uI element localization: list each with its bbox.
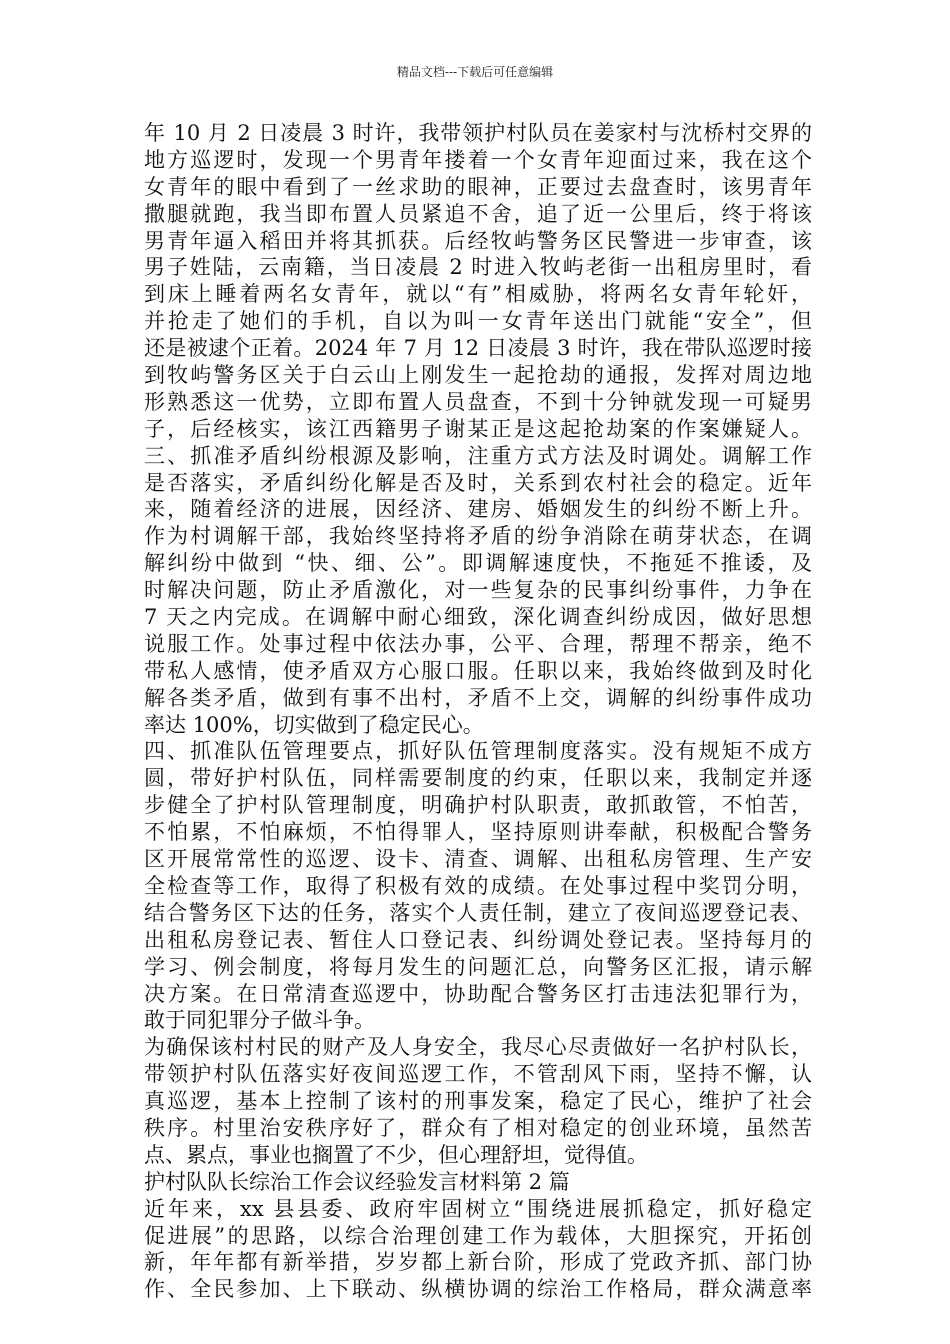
text-line: 秩序。村里治安秩序好了，群众有了相对稳定的创业环境，虽然苦 [144,1115,812,1140]
text-line: 是否落实，矛盾纠纷化解是否及时，关系到农村社会的稳定。近年 [144,470,812,495]
text-line: 区开展常常性的巡逻、设卡、清查、调解、出租私房管理、生产安 [144,847,812,872]
text-line: 结合警务区下达的任务，落实个人责任制，建立了夜间巡逻登记表、 [144,900,812,925]
document-body [144,120,812,1303]
text-line: 近年来，xx 县县委、政府牢固树立“围绕进展抓稳定，抓好稳定 [144,1196,812,1221]
text-line: 点、累点，事业也搁置了不少，但心理舒坦，觉得值。 [144,1142,648,1167]
text-line: 全检查等工作，取得了积极有效的成绩。在处事过程中奖罚分明， [144,873,812,898]
text-line: 7 天之内完成。在调解中耐心细致，深化调查纠纷成因，做好思想 [144,605,812,630]
text-line: 还是被逮个正着。2024 年 7 月 12 日凌晨 3 时许，我在带队巡逻时接 [144,336,812,361]
text-line: 圆，带好护村队伍，同样需要制度的约束，任职以来，我制定并逐 [144,766,812,791]
text-line: 到牧屿警务区关于白云山上刚发生一起抢劫的通报，发挥对周边地 [144,363,812,388]
text-line: 为确保该村村民的财产及人身安全，我尽心尽责做好一名护村队长， [144,1035,812,1060]
text-line: 女青年的眼中看到了一丝求助的眼神，正要过去盘查时，该男青年 [144,174,812,199]
text-line: 子，后经核实，该江西籍男子谢某正是这起抢劫案的作案嫌疑人。 [144,416,812,441]
text-line: 决方案。在日常清查巡逻中，协助配合警务区打击违法犯罪行为， [144,981,812,1006]
text-line: 地方巡逻时，发现一个男青年搂着一个女青年迎面过来，我在这个 [144,147,812,172]
text-line: 出租私房登记表、暂住人口登记表、纠纷调处登记表。坚持每月的 [144,927,812,952]
text-line: 步健全了护村队管理制度，明确护村队职责，敢抓敢管，不怕苦， [144,793,812,818]
text-line: 来，随着经济的进展，因经济、建房、婚姻发生的纠纷不断上升。 [144,497,812,522]
text-line: 形熟悉这一优势，立即布置人员盘查，不到十分钟就发现一可疑男 [144,389,812,414]
text-line: 带领护村队伍落实好夜间巡逻工作，不管刮风下雨，坚持不懈，认 [144,1062,812,1087]
text-line: 新，年年都有新举措，岁岁都上新台阶，形成了党政齐抓、部门协 [144,1250,812,1275]
text-line: 解纠纷中做到 “快、细、公”。即调解速度快，不拖延不推诿，及 [144,551,812,576]
text-line: 三、抓准矛盾纠纷根源及影响，注重方式方法及时调处。调解工作 [144,443,812,468]
text-line: 四、抓准队伍管理要点，抓好队伍管理制度落实。没有规矩不成方 [144,739,812,764]
text-line: 率达 100%，切实做到了稳定民心。 [144,712,484,737]
text-line: 解各类矛盾，做到有事不出村，矛盾不上交，调解的纠纷事件成功 [144,685,812,710]
text-line: 到床上睡着两名女青年，就以“有”相威胁，将两名女青年轮奸， [144,282,812,307]
text-line: 作为村调解干部，我始终坚持将矛盾的纷争消除在萌芽状态，在调 [144,524,812,549]
text-line: 男子姓陆，云南籍，当日凌晨 2 时进入牧屿老街一出租房里时，看 [144,255,812,280]
text-line: 护村队队长综治工作会议经验发言材料第 2 篇 [144,1169,570,1194]
text-line: 不怕累，不怕麻烦，不怕得罪人，坚持原则讲奉献，积极配合警务 [144,820,812,845]
text-line: 撒腿就跑，我当即布置人员紧追不舍，追了近一公里后，终于将该 [144,201,812,226]
page-header: 精品文档---下载后可任意编辑 [396,65,554,79]
text-line: 并抢走了她们的手机，自以为叫一女青年送出门就能“安全”，但 [144,309,812,334]
text-line: 促进展”的思路，以综合治理创建工作为载体，大胆探究，开拓创 [144,1223,812,1248]
text-line: 学习、例会制度，将每月发生的问题汇总，向警务区汇报，请示解 [144,954,812,979]
text-line: 真巡逻，基本上控制了该村的刑事发案，稳定了民心，维护了社会 [144,1089,812,1114]
text-line: 时解决问题，防止矛盾激化，对一些复杂的民事纠纷事件，力争在 [144,578,812,603]
text-line: 男青年逼入稻田并将其抓获。后经牧屿警务区民警进一步审查，该 [144,228,812,253]
text-line: 说服工作。处事过程中依法办事，公平、合理，帮理不帮亲，绝不 [144,631,812,656]
text-line: 作、全民参加、上下联动、纵横协调的综治工作格局，群众满意率 [144,1277,812,1302]
text-line: 年 10 月 2 日凌晨 3 时许，我带领护村队员在姜家村与沈桥村交界的 [144,121,812,145]
text-line: 敢于同犯罪分子做斗争。 [144,1008,375,1033]
text-line: 带私人感情，使矛盾双方心服口服。任职以来，我始终做到及时化 [144,658,812,683]
